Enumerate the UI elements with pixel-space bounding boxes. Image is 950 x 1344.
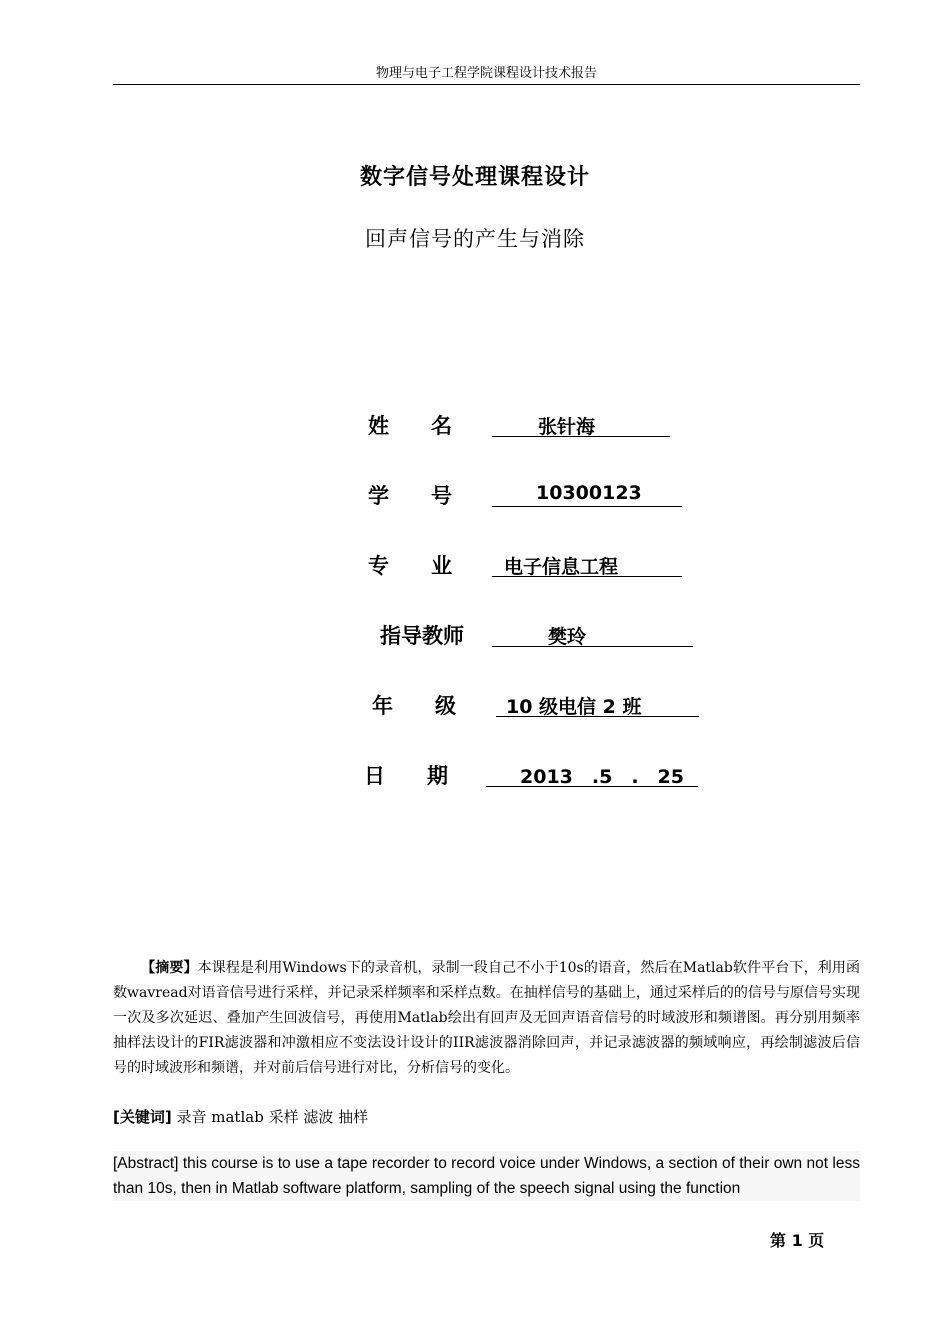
date-value: 2013 .5 . 25 bbox=[520, 766, 684, 788]
major-label: 专 业 bbox=[368, 554, 452, 578]
student-id-underline bbox=[492, 506, 682, 507]
info-row-student-id bbox=[368, 480, 688, 514]
keywords bbox=[113, 1105, 860, 1129]
grade-value: 10 级电信 2 班 bbox=[506, 696, 642, 718]
keywords-label: [关键词] bbox=[113, 1108, 172, 1126]
date-label: 日 期 bbox=[364, 764, 448, 788]
name-value: 张针海 bbox=[538, 416, 596, 438]
report-title: 数字信号处理课程设计 bbox=[359, 165, 590, 190]
page-header: 物理与电子工程学院课程设计技术报告 bbox=[113, 64, 860, 85]
info-row-advisor bbox=[380, 620, 700, 654]
advisor-underline bbox=[492, 646, 693, 647]
info-row-grade bbox=[372, 690, 702, 724]
info-row-major bbox=[368, 550, 688, 584]
advisor-label: 指导教师 bbox=[380, 624, 464, 648]
student-id-label: 学 号 bbox=[368, 484, 452, 508]
abstract-chinese bbox=[113, 956, 860, 1081]
keywords-items: 录音 matlab 采样 滤波 抽样 bbox=[176, 1108, 369, 1126]
grade-label: 年 级 bbox=[372, 694, 456, 718]
page-number: 第 1 页 bbox=[770, 1231, 825, 1250]
name-label: 姓 名 bbox=[368, 414, 452, 438]
abstract-english: [Abstract] this course is to use a tape recorder to record voice under Windows, a section of their own not less than 10s, then in Matlab software platform, sampling of the speech signal using the function bbox=[113, 1151, 860, 1201]
abstract-lead: 【摘要】 bbox=[141, 960, 198, 976]
advisor-value: 樊玲 bbox=[548, 626, 587, 648]
student-id-value: 10300123 bbox=[536, 482, 642, 504]
abstract-body: 本课程是利用Windows下的录音机，录制一段自己不小于10s的语音，然后在Matlab软件平台下，利用函数wavread对语音信号进行采样，并记录采样频率和采样点数。在抽样信号的基础上，通过采样后的的信号与原信号实现一次及多次延迟、叠加产生回波信号，再使用Matlab绘出有回声及无回声语音信号的时域波形和频谱图。再分别用频率抽样法设计的FIR滤波器和冲激相应不变法设计设计的IIR滤波器消除回声，并记录滤波器的频域响应，再绘制滤波后信号的时域波形和频谱，并对前后信号进行对比，分析信号的变化。 bbox=[113, 960, 860, 1076]
major-value: 电子信息工程 bbox=[504, 556, 619, 578]
report-subtitle: 回声信号的产生与消除 bbox=[365, 227, 585, 251]
info-row-date bbox=[364, 760, 704, 794]
info-row-name bbox=[368, 410, 678, 444]
